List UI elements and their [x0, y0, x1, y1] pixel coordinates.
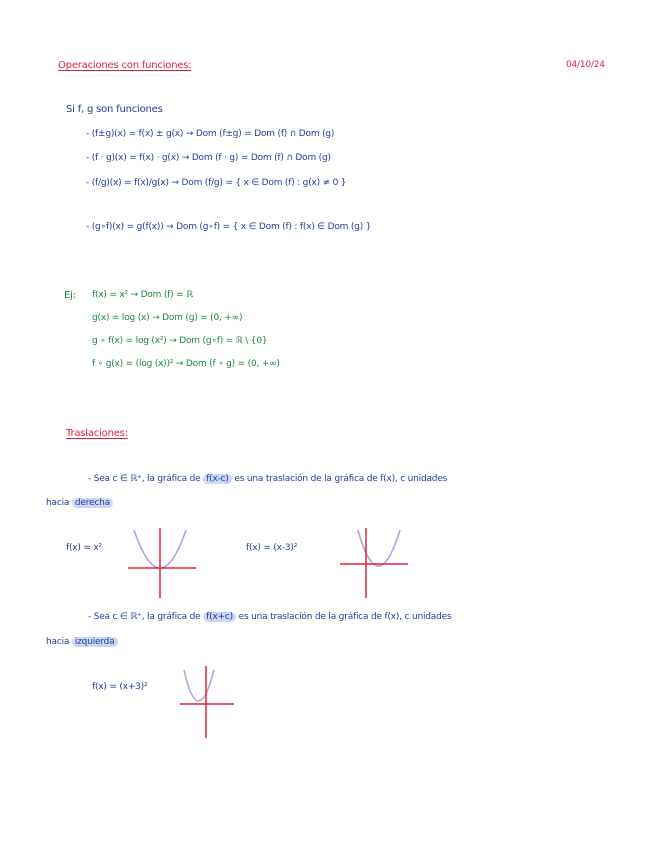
- operation-row-product: - (f · g)(x) = f(x) · g(x) → Dom (f · g) = Dom (f) ∩ Dom (g): [86, 153, 331, 163]
- right-shift-line2: [46, 498, 113, 508]
- page-title: Operaciones con funciones:: [58, 60, 192, 71]
- right-shift-text-post: es una traslación de la gráfica de f(x), c unidades: [234, 474, 448, 484]
- example-row-fog: f ∘ g(x) = (log (x))² → Dom (f ∘ g) = (0, +∞): [92, 359, 280, 369]
- page-date: 04/10/24: [566, 60, 605, 70]
- graph-parabola-shifted-left: [178, 664, 238, 740]
- left-shift-line2: [46, 637, 118, 647]
- example-row-gof: g ∘ f(x) = log (x²) → Dom (g∘f) = ℝ \ {0}: [92, 336, 268, 346]
- right-shift-highlight-expr: f(x-c): [203, 474, 232, 484]
- func-x-plus-3-squared: f(x) = (x+3)²: [92, 682, 148, 692]
- example-row-g: g(x) = log (x) → Dom (g) = (0, +∞): [92, 313, 243, 323]
- left-shift-text-pre: - Sea c ∈ ℝ⁺, la gráfica de: [88, 612, 201, 622]
- left-shift-text-post: es una traslación de la gráfica de f(x), c unidades: [238, 612, 452, 622]
- left-shift-line1: [88, 612, 451, 622]
- operation-row-sum: - (f±g)(x) = f(x) ± g(x) → Dom (f±g) = Dom (f) ∩ Dom (g): [86, 129, 335, 139]
- right-shift-hacia: hacia: [46, 498, 70, 508]
- func-x-minus-3-squared: f(x) = (x-3)²: [246, 543, 298, 553]
- operation-row-composition: - (g∘f)(x) = g(f(x)) → Dom (g∘f) = { x ∈ Dom (f) : f(x) ∈ Dom (g) }: [86, 222, 372, 232]
- right-shift-text-pre: - Sea c ∈ ℝ⁺, la gráfica de: [88, 474, 201, 484]
- example-label: Ej:: [64, 290, 76, 301]
- example-row-f: f(x) = x² → Dom (f) = ℝ: [92, 290, 194, 300]
- right-shift-line1: [88, 474, 447, 484]
- left-shift-highlight-direction: izquierda: [72, 637, 118, 647]
- translations-title: Traslaciones:: [66, 428, 128, 439]
- operation-row-quotient: - (f/g)(x) = f(x)/g(x) → Dom (f/g) = { x ∈ Dom (f) : g(x) ≠ 0 }: [86, 178, 347, 188]
- operations-intro: Si f, g son funciones: [66, 104, 163, 115]
- left-shift-highlight-expr: f(x+c): [203, 612, 236, 622]
- right-shift-highlight-direction: derecha: [72, 498, 113, 508]
- left-shift-hacia: hacia: [46, 637, 70, 647]
- graph-parabola-centered: [126, 526, 198, 600]
- graph-parabola-shifted-right: [338, 526, 410, 600]
- func-x-squared: f(x) = x²: [66, 543, 102, 553]
